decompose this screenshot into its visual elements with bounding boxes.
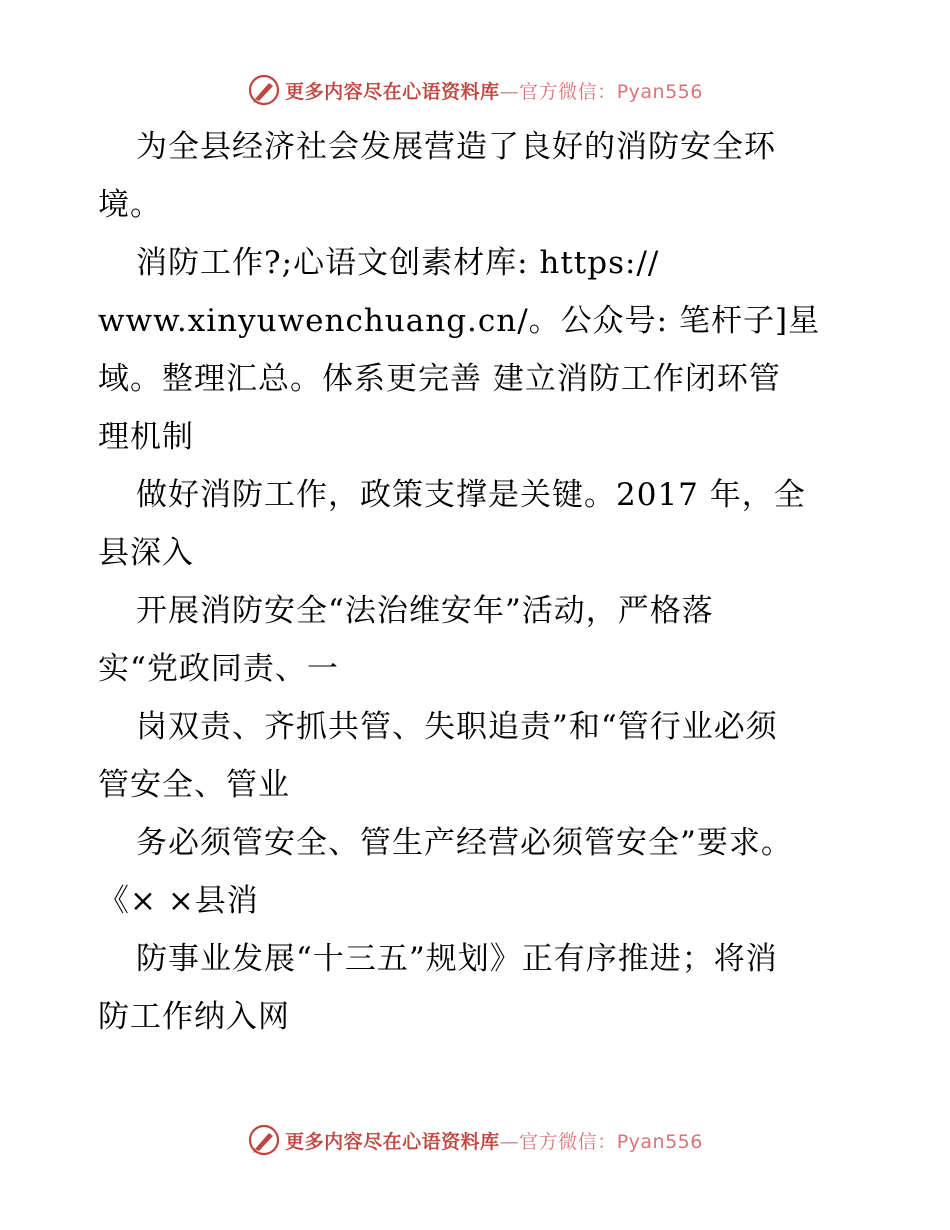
body-line: 务必须管安全、管生产经营必须管安全”要求。 [136, 825, 793, 861]
banner-library-text: 更多内容尽在心语资料库 [285, 80, 500, 103]
body-line: 理机制 [98, 419, 194, 455]
banner-wechat-id: Pyan556 [616, 80, 703, 103]
body-line: 《× ×县消 [98, 883, 259, 919]
document-body [98, 118, 858, 1046]
body-line: 消防工作?;心语文创素材库: https:// [136, 245, 660, 281]
body-line: 防工作纳入网 [98, 999, 290, 1035]
banner-dash: — [499, 1130, 520, 1153]
body-line: www.xinyuwenchuang.cn/。公众号: 笔杆子]星 [98, 303, 821, 339]
body-line: 岗双责、齐抓共管、失职追责”和“管行业必须 [136, 709, 778, 745]
body-line: 管安全、管业 [98, 767, 290, 803]
banner-wechat-label: 官方微信： [519, 80, 617, 103]
body-line: 域。整理汇总。体系更完善 建立消防工作闭环管 [98, 361, 781, 397]
pen-logo-icon [247, 1123, 281, 1157]
banner-wechat-id: Pyan556 [616, 1130, 703, 1153]
header-banner [0, 70, 950, 110]
body-line: 防事业发展“十三五”规划》正有序推进；将消 [136, 941, 778, 977]
banner-text [285, 1127, 703, 1154]
body-line: 做好消防工作，政策支撑是关键。2017 年，全 [136, 477, 806, 513]
body-line: 实“党政同责、一 [98, 651, 339, 687]
footer-banner [0, 1120, 950, 1160]
body-line: 县深入 [98, 535, 194, 571]
banner-text [285, 77, 703, 104]
banner-dash: — [499, 80, 520, 103]
body-line: 开展消防安全“法治维安年”活动，严格落 [136, 593, 714, 629]
pen-logo-icon [247, 73, 281, 107]
banner-library-text: 更多内容尽在心语资料库 [285, 1130, 500, 1153]
body-line: 境。 [98, 187, 162, 223]
banner-wechat-label: 官方微信： [519, 1130, 617, 1153]
body-line: 为全县经济社会发展营造了良好的消防安全环 [136, 129, 776, 165]
